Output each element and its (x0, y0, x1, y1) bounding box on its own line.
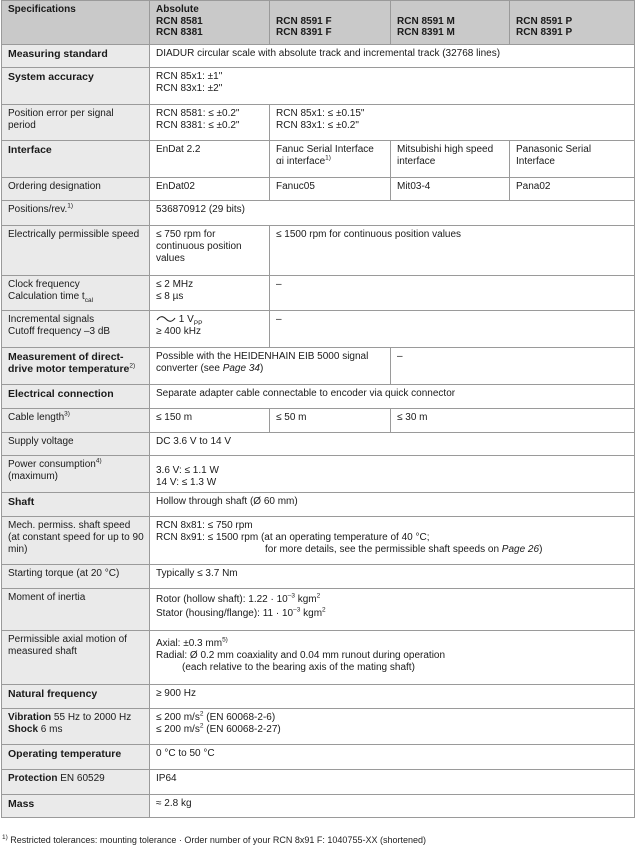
value-mass: ≈ 2.8 kg (150, 795, 635, 818)
value-incremental-2: – (270, 311, 635, 348)
value-system-accuracy: RCN 85x1: ±1" RCN 83x1: ±2" (150, 68, 635, 105)
label-cable-length: Cable length$^{3)}$ (2, 409, 150, 433)
label-vibration-shock: Vibration 55 Hz to 2000 Hz Shock 6 ms (2, 709, 150, 745)
header-model-1: Absolute RCN 8581 RCN 8381 (150, 1, 270, 45)
row-incremental (2, 311, 635, 348)
specifications-table (1, 0, 635, 818)
label-moment-of-inertia: Moment of inertia (2, 589, 150, 631)
value-power-consumption: 3.6 V: ≤ 1.1 W 14 V: ≤ 1.3 W (150, 456, 635, 493)
row-mass (2, 795, 635, 818)
row-system-accuracy (2, 68, 635, 105)
row-electrical-speed (2, 226, 635, 276)
header-specifications: Specifications (2, 1, 150, 45)
value-ordering-2: Fanuc05 (270, 178, 391, 201)
value-cable-length-3: ≤ 30 m (391, 409, 635, 433)
row-shaft (2, 493, 635, 517)
value-measuring-standard: DIADUR circular scale with absolute track and incremental track (32768 lines) (150, 45, 635, 68)
row-power-consumption (2, 456, 635, 493)
value-motor-temperature-2: – (391, 348, 635, 385)
value-position-error-2: RCN 85x1: ≤ ±0.15" RCN 83x1: ≤ ±0.2" (270, 105, 635, 141)
header-model-4: RCN 8591 P RCN 8391 P (510, 1, 635, 45)
label-supply-voltage: Supply voltage (2, 433, 150, 456)
label-interface: Interface (2, 141, 150, 178)
row-positions (2, 201, 635, 226)
label-mass: Mass (2, 795, 150, 818)
header-absolute: Absolute (156, 4, 199, 15)
page-reference: Page 26 (501, 544, 540, 555)
row-natural-frequency (2, 685, 635, 709)
value-ordering-1: EnDat02 (150, 178, 270, 201)
label-mech-shaft-speed: Mech. permiss. shaft speed (at constant speed for up to 90 min) (2, 517, 150, 565)
value-protection: IP64 (150, 770, 635, 795)
label-natural-frequency: Natural frequency (2, 685, 150, 709)
value-operating-temperature: 0 °C to 50 °C (150, 745, 635, 770)
label-operating-temperature: Operating temperature (2, 745, 150, 770)
page-reference: Page 34 (222, 363, 260, 374)
row-mech-shaft-speed (2, 517, 635, 565)
label-clock: Clock frequency Calculation time $t_{cal}$ (2, 276, 150, 311)
value-axial-motion: Axial: ±0.3 $mm^{5)}$ Radial: Ø 0.2 mm coaxiality and 0.04 mm runout during operation (each relative to the bearing axis of the mating shaft) (150, 631, 635, 685)
header-model-2: RCN 8591 F RCN 8391 F (270, 1, 391, 45)
row-vibration-shock (2, 709, 635, 745)
value-interface-3: Mitsubishi high speed interface (391, 141, 510, 178)
label-measuring-standard: Measuring standard (2, 45, 150, 68)
value-starting-torque: Typically ≤ 3.7 Nm (150, 565, 635, 589)
value-positions: 536870912 (29 bits) (150, 201, 635, 226)
row-protection (2, 770, 635, 795)
footnote: $^{1)}$ Restricted tolerances: mounting tolerance · Order number of your RCN 8x91 F: 1040755-XX (shortened) (2, 834, 426, 845)
label-power-consumption: Power consumption$^{4)}$ (maximum) (2, 456, 150, 493)
value-shaft: Hollow through shaft (Ø 60 mm) (150, 493, 635, 517)
row-clock (2, 276, 635, 311)
row-operating-temperature (2, 745, 635, 770)
table-header-row (2, 1, 635, 45)
sine-wave-icon (156, 315, 176, 323)
value-speed-2: ≤ 1500 rpm for continuous position values (270, 226, 635, 276)
value-electrical-connection: Separate adapter cable connectable to encoder via quick connector (150, 385, 635, 409)
value-mech-shaft-speed: RCN 8x81: ≤ 750 rpm RCN 8x91: ≤ 1500 rpm (at an operating temperature of 40 °C; for more details, see the permissible shaft speeds on Page 26) (150, 517, 635, 565)
value-ordering-4: Pana02 (510, 178, 635, 201)
row-supply-voltage (2, 433, 635, 456)
value-interface-1: EnDat 2.2 (150, 141, 270, 178)
label-starting-torque: Starting torque (at 20 °C) (2, 565, 150, 589)
label-electrical-connection: Electrical connection (2, 385, 150, 409)
label-ordering: Ordering designation (2, 178, 150, 201)
label-position-error: Position error per signal period (2, 105, 150, 141)
label-positions: Positions/rev.$^{1)}$ (2, 201, 150, 226)
value-moment-of-inertia: Rotor (hollow shaft): $1.22 \cdot 10^{-3}$ kgm$^2$ Stator (housing/flange): $11 \cdot 10^{-3}$ kgm$^2$ (150, 589, 635, 631)
label-axial-motion: Permissible axial motion of measured shaft (2, 631, 150, 685)
value-clock-1: ≤ 2 MHz ≤ 8 µs (150, 276, 270, 311)
header-model-3: RCN 8591 M RCN 8391 M (391, 1, 510, 45)
row-interface (2, 141, 635, 178)
value-cable-length-1: ≤ 150 m (150, 409, 270, 433)
label-shaft: Shaft (2, 493, 150, 517)
value-motor-temperature-1: Possible with the HEIDENHAIN EIB 5000 signal converter (see Page 34) (150, 348, 391, 385)
row-cable-length (2, 409, 635, 433)
value-cable-length-2: ≤ 50 m (270, 409, 391, 433)
row-ordering-designation (2, 178, 635, 201)
value-natural-frequency: ≥ 900 Hz (150, 685, 635, 709)
value-incremental-1: 1 $V_{PP}$ ≥ 400 kHz (150, 311, 270, 348)
label-motor-temperature: Measurement of direct-drive motor temperature$^{2)}$ (2, 348, 150, 385)
value-interface-4: Panasonic Serial Interface (510, 141, 635, 178)
row-motor-temperature (2, 348, 635, 385)
label-system-accuracy: System accuracy (2, 68, 150, 105)
value-speed-1: ≤ 750 rpm for continuous position values (150, 226, 270, 276)
value-interface-2: Fanuc Serial Interface αi interface$^{1)}$ (270, 141, 391, 178)
row-moment-of-inertia (2, 589, 635, 631)
value-ordering-3: Mit03-4 (391, 178, 510, 201)
label-electrical-speed: Electrically permissible speed (2, 226, 150, 276)
value-supply-voltage: DC 3.6 V to 14 V (150, 433, 635, 456)
value-vibration-shock: ≤ 200 $m/s^2$ (EN 60068-2-6) ≤ 200 $m/s^2$ (EN 60068-2-27) (150, 709, 635, 745)
label-protection: Protection EN 60529 (2, 770, 150, 795)
row-measuring-standard (2, 45, 635, 68)
row-position-error (2, 105, 635, 141)
row-starting-torque (2, 565, 635, 589)
label-incremental: Incremental signals Cutoff frequency –3 dB (2, 311, 150, 348)
value-clock-2: – (270, 276, 635, 311)
value-position-error-1: RCN 8581: ≤ ±0.2" RCN 8381: ≤ ±0.2" (150, 105, 270, 141)
row-axial-motion (2, 631, 635, 685)
row-electrical-connection (2, 385, 635, 409)
